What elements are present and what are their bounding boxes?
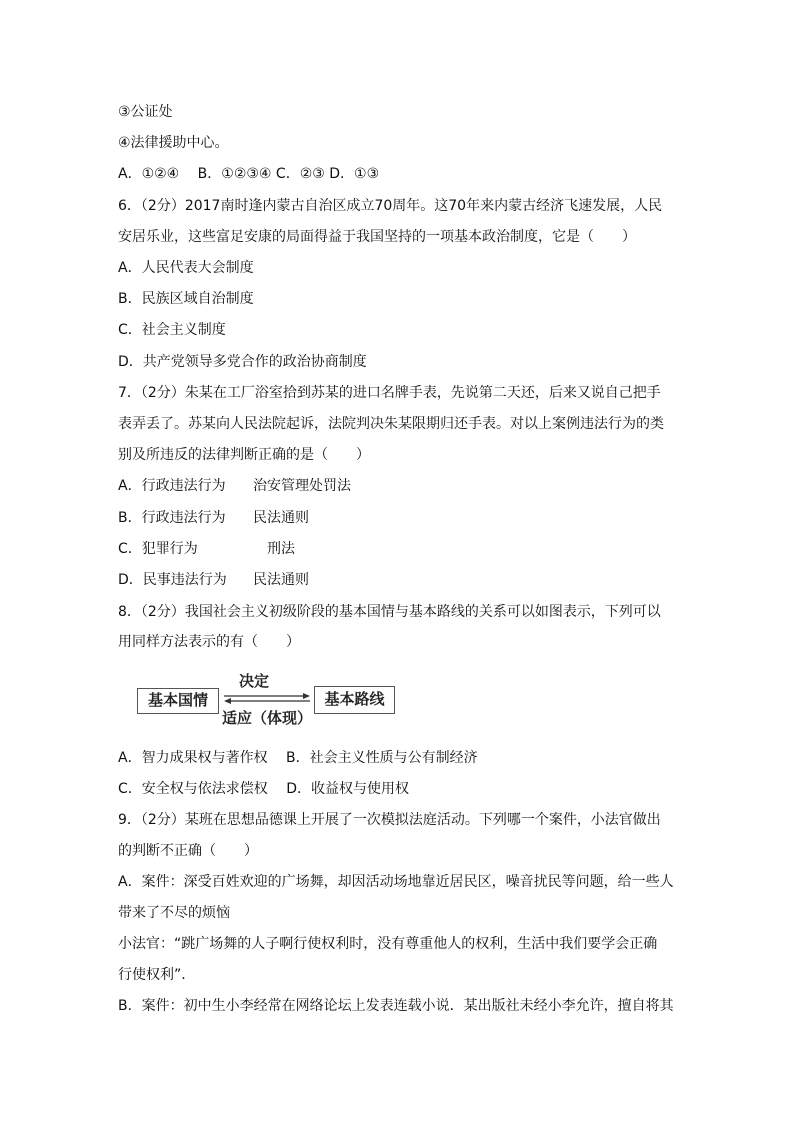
diagram-label-bottom: 适应（体现）	[222, 709, 313, 727]
q7-stem: 别及所违反的法律判断正确的是（ ）	[118, 447, 370, 463]
q8-options-cd: C．安全权与依法求偿权 D．收益权与使用权	[118, 781, 410, 797]
q7-option-b	[118, 509, 309, 527]
option-law: 刑法	[267, 541, 295, 557]
diagram-box-right: 基本路线	[314, 686, 395, 714]
option-type: B．行政违法行为	[118, 510, 226, 526]
q8-stem: 用同样方法表示的有（ ）	[118, 634, 300, 650]
q7-option-a	[118, 477, 351, 495]
q6-stem: 6．（2分）2017南时逢内蒙古自治区成立70周年。这70年来内蒙古经济飞速发展，人民	[118, 198, 663, 214]
double-arrow-icon	[220, 690, 314, 708]
option-law: 民法通则	[253, 572, 309, 588]
option-type: C．犯罪行为	[118, 541, 198, 557]
q8-options-ab: A．智力成果权与著作权 B．社会主义性质与公有制经济	[118, 750, 478, 766]
q7-stem: 7．（2分）朱某在工厂浴室拾到苏某的进口名牌手表，先说第二天还，后来又说自己把手	[118, 385, 661, 401]
q6-option-b: B．民族区域自治制度	[118, 291, 254, 307]
text-line: ④法律援助中心。	[118, 135, 229, 151]
text-line: ③公证处	[118, 104, 173, 120]
q6-stem: 安居乐业，这些富足安康的局面得益于我国坚持的一项基本政治制度，它是（ ）	[118, 229, 636, 245]
q9-option-a: 带来了不尽的烦恼	[118, 905, 230, 921]
diagram-label-top: 决定	[239, 672, 270, 690]
q9-option-a-judge: 行使权利”.	[118, 967, 186, 983]
option-type: A．行政违法行为	[118, 478, 226, 494]
q6-option-a: A．人民代表大会制度	[118, 260, 254, 276]
q7-option-c	[118, 540, 295, 558]
q9-option-a: A．案件：深受百姓欢迎的广场舞，却因活动场地靠近居民区，噪音扰民等问题，给一些人	[118, 874, 674, 890]
q9-option-a-judge: 小法官：“跳广场舞的人子啊行使权利时，没有尊重他人的权利，生活中我们要学会正确	[118, 936, 658, 952]
option-law: 民法通则	[253, 510, 309, 526]
q9-stem: 的判断不正确（ ）	[118, 843, 258, 859]
q5-options: A．①②④ B．①②③④ C．②③ D．①③	[118, 166, 380, 182]
option-type: D．民事违法行为	[118, 572, 227, 588]
q6-option-d: D．共产党领导多党合作的政治协商制度	[118, 354, 367, 370]
q9-stem: 9．（2分）某班在思想品德课上开展了一次模拟法庭活动。下列哪一个案件，小法官做出	[118, 812, 661, 828]
q7-stem: 表弄丢了。苏某向人民法院起诉，法院判决朱某限期归还手表。对以上案例违法行为的类	[118, 416, 664, 432]
option-law: 治安管理处罚法	[253, 478, 351, 494]
diagram-box-left: 基本国情	[137, 688, 219, 714]
q7-option-d	[118, 571, 309, 589]
q8-stem: 8．（2分）我国社会主义初级阶段的基本国情与基本路线的关系可以如图表示，下列可以	[118, 604, 661, 620]
q9-option-b: B．案件：初中生小李经常在网络论坛上发表连载小说．某出版社未经小李允许，擅自将其	[118, 998, 674, 1014]
q6-option-c: C．社会主义制度	[118, 322, 226, 338]
